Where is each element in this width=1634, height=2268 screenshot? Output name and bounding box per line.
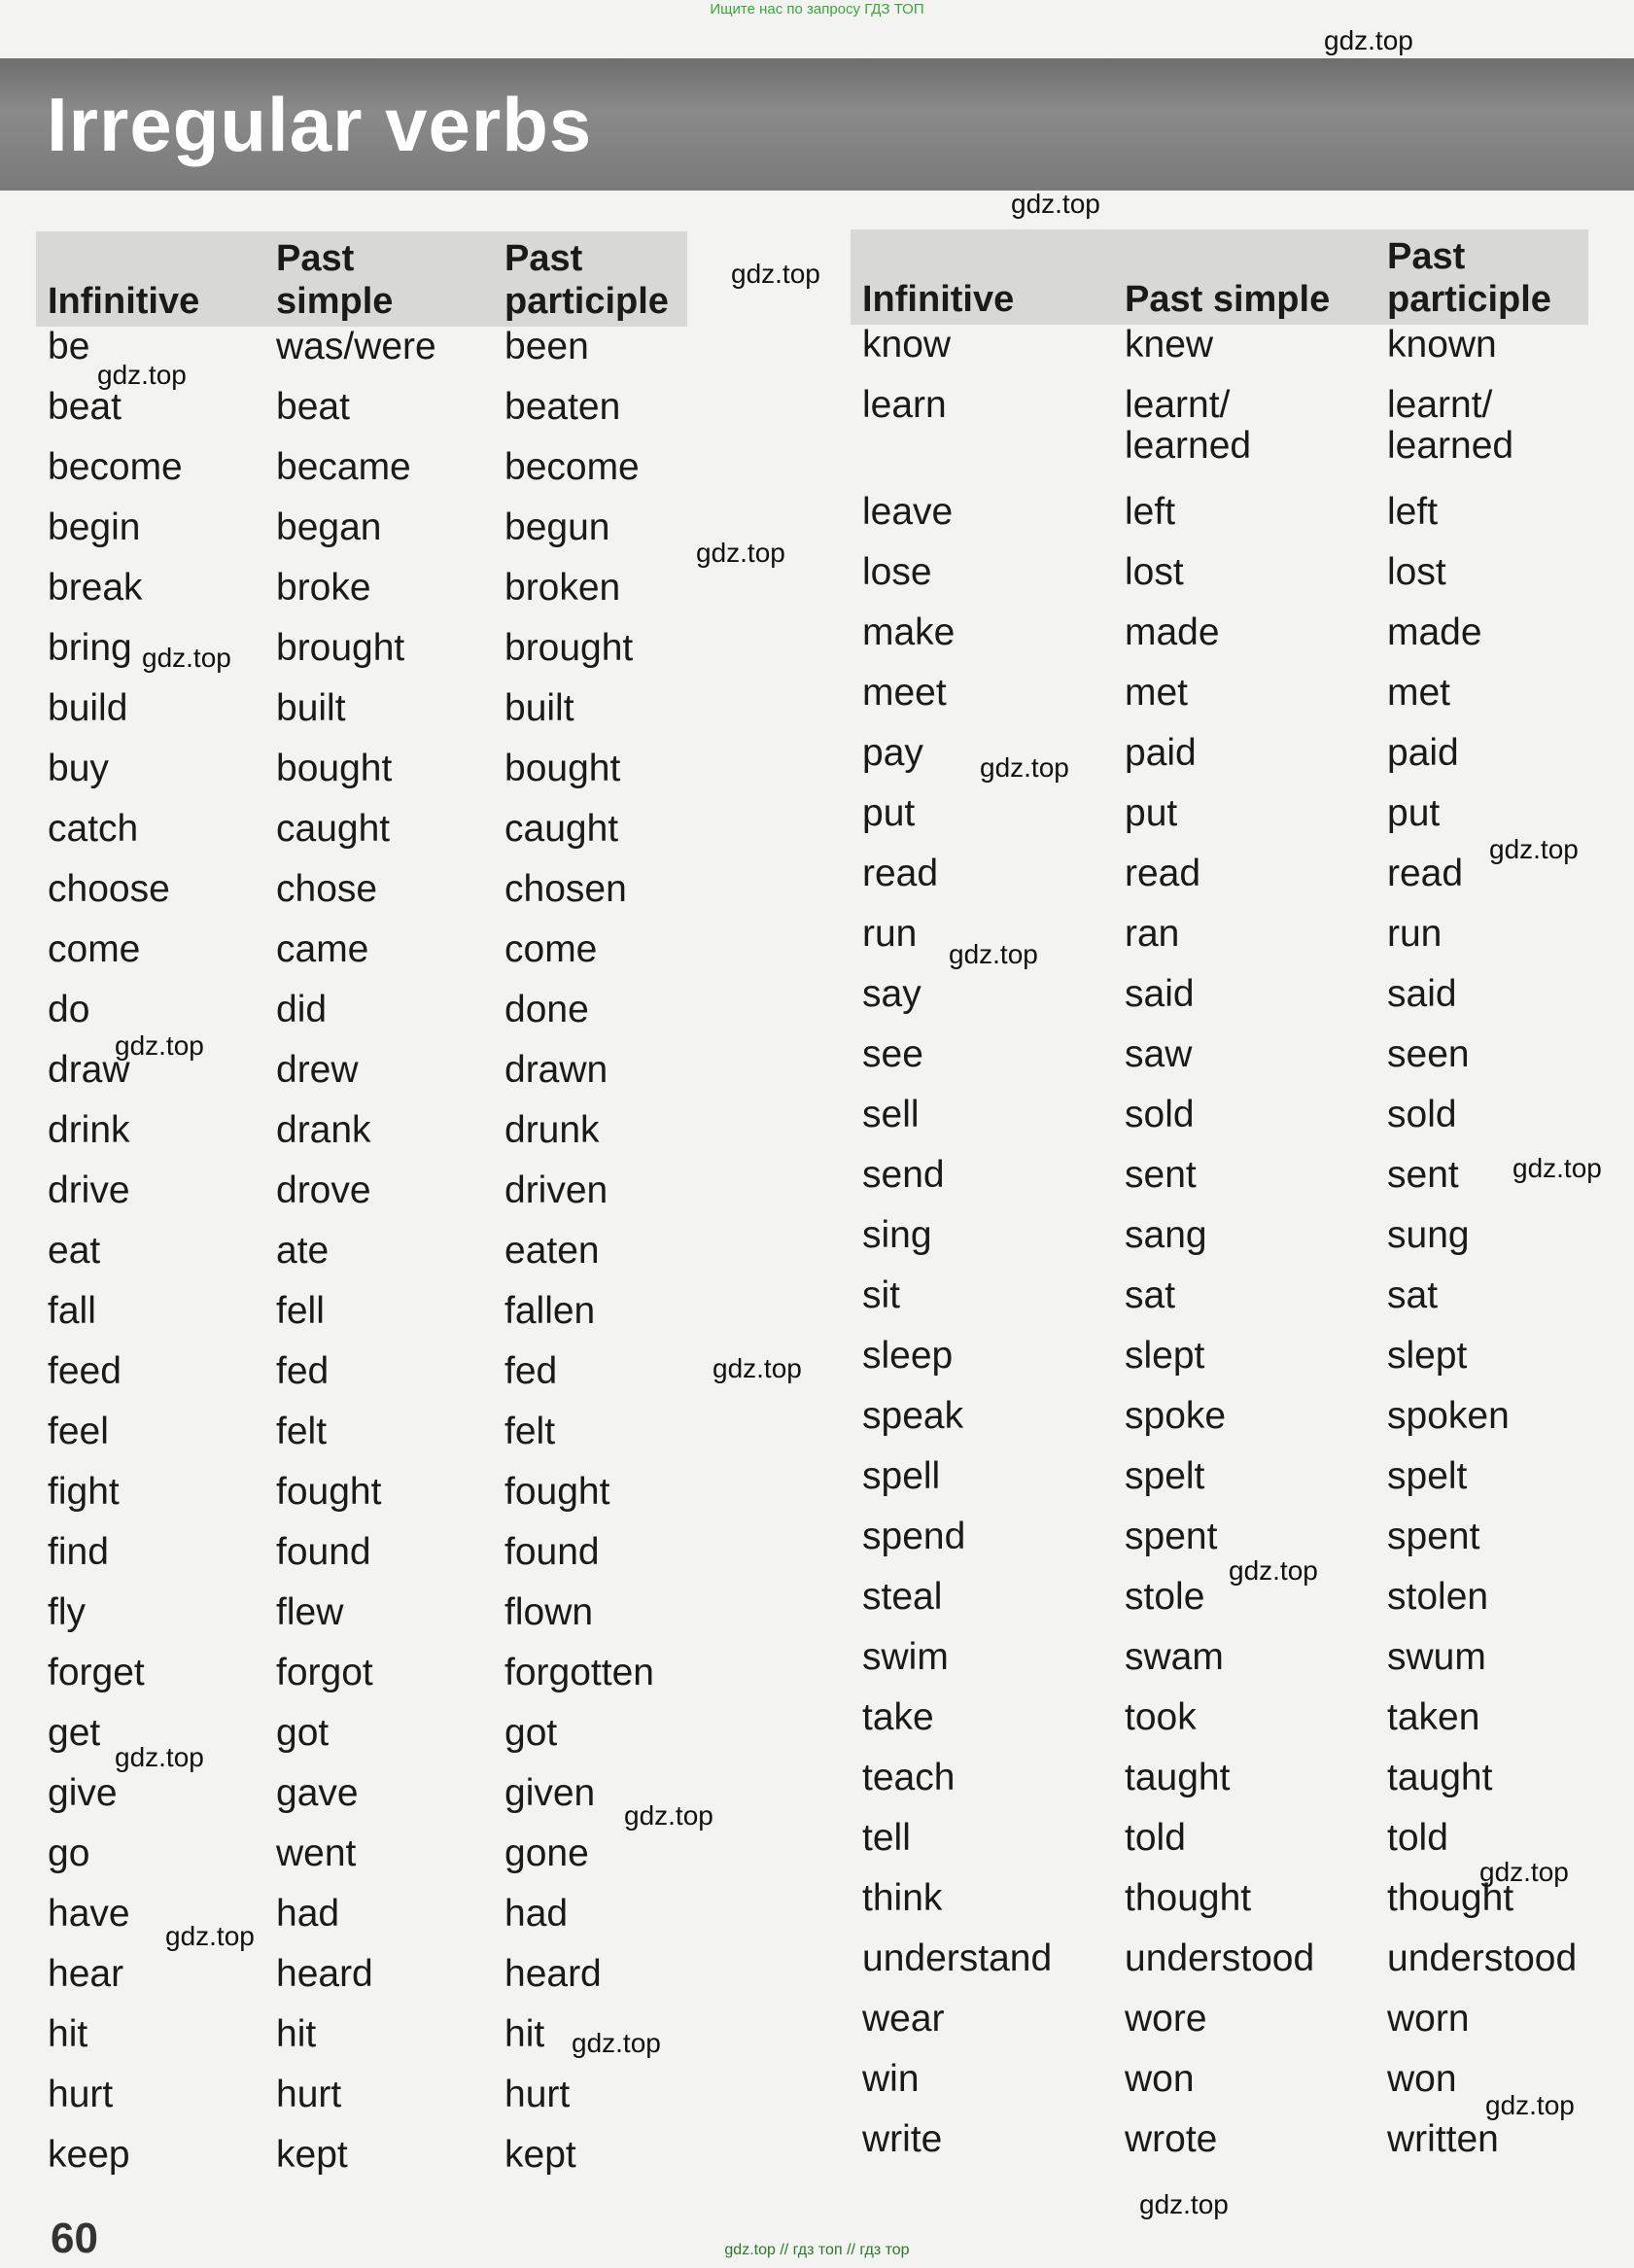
watermark: gdz.top	[1512, 1153, 1602, 1183]
title-banner	[0, 58, 1634, 191]
table-row	[36, 1351, 687, 1412]
table-row	[36, 1532, 687, 1592]
infinitive-cell: sing	[862, 1214, 932, 1256]
past-participle-cell: paid	[1387, 732, 1459, 774]
table-row	[851, 673, 1588, 733]
past-participle-cell: kept	[504, 2134, 576, 2176]
table-header-row	[36, 231, 687, 327]
infinitive-cell: drink	[48, 1109, 130, 1151]
table-row	[36, 387, 687, 447]
past-simple-cell: broke	[276, 567, 371, 609]
infinitive-cell: keep	[48, 2134, 130, 2176]
table-row	[36, 1894, 687, 1954]
infinitive-cell: swim	[862, 1636, 949, 1678]
table-row	[851, 1758, 1588, 1818]
table-row	[851, 914, 1588, 974]
infinitive-cell: run	[862, 913, 918, 955]
past-simple-cell: put	[1125, 792, 1178, 834]
table-row	[851, 854, 1588, 914]
past-participle-cell: taken	[1387, 1696, 1480, 1738]
watermark: gdz.top	[1489, 834, 1579, 864]
infinitive-cell: understand	[862, 1937, 1053, 1979]
infinitive-cell: lose	[862, 551, 932, 593]
table-row	[851, 1697, 1588, 1758]
past-participle-cell: said	[1387, 973, 1457, 1015]
table-row	[36, 1954, 687, 2014]
past-simple-cell: paid	[1125, 732, 1197, 774]
past-participle-cell: run	[1387, 913, 1443, 955]
past-simple-cell: beat	[276, 386, 350, 428]
watermark: gdz.top	[1485, 2090, 1575, 2120]
past-participle-cell: given	[504, 1772, 596, 1814]
past-simple-cell: read	[1125, 853, 1201, 894]
table-row	[851, 552, 1588, 612]
past-participle-cell: eaten	[504, 1230, 600, 1272]
infinitive-cell: sit	[862, 1274, 900, 1316]
past-participle-cell: heard	[504, 1953, 602, 1995]
past-simple-cell: chose	[276, 868, 378, 910]
past-simple-cell: thought	[1125, 1877, 1252, 1919]
infinitive-cell: say	[862, 973, 921, 1015]
infinitive-cell: see	[862, 1033, 923, 1075]
past-participle-cell: hit	[504, 2013, 545, 2055]
past-participle-cell: had	[504, 1893, 569, 1935]
table-row	[36, 1592, 687, 1653]
header-past-participle: Past participle	[1375, 229, 1588, 325]
past-simple-cell: said	[1125, 973, 1195, 1015]
past-participle-cell: made	[1387, 611, 1482, 653]
table-row	[36, 990, 687, 1050]
header-past-simple: Past simple	[264, 231, 493, 327]
past-participle-cell: put	[1387, 792, 1441, 834]
infinitive-cell: fly	[48, 1591, 86, 1633]
page-title: Irregular verbs	[47, 82, 593, 167]
past-participle-cell: drawn	[504, 1049, 608, 1091]
header-past-participle: Past participle	[493, 231, 687, 327]
table-row	[851, 1938, 1588, 1999]
table-row	[36, 2135, 687, 2195]
past-participle-cell: left	[1387, 491, 1439, 533]
past-simple-cell: built	[276, 687, 346, 729]
past-participle-cell: sent	[1387, 1154, 1459, 1196]
past-participle-cell: chosen	[504, 868, 627, 910]
past-participle-cell: seen	[1387, 1033, 1470, 1075]
header-past-simple: Past simple	[1113, 229, 1375, 325]
past-simple-cell: drove	[276, 1169, 371, 1211]
table-row	[36, 507, 687, 568]
past-simple-cell: took	[1125, 1696, 1197, 1738]
infinitive-cell: fall	[48, 1290, 96, 1332]
past-simple-cell: wrote	[1125, 2118, 1218, 2160]
past-simple-cell: lost	[1125, 551, 1184, 593]
infinitive-cell: read	[862, 853, 939, 894]
past-participle-cell: spelt	[1387, 1455, 1468, 1497]
infinitive-cell: think	[862, 1877, 943, 1919]
past-participle-cell: drunk	[504, 1109, 600, 1151]
watermark: gdz.top	[1479, 1857, 1569, 1887]
table-row	[851, 793, 1588, 854]
past-participle-cell: met	[1387, 672, 1451, 714]
infinitive-cell: feed	[48, 1350, 122, 1392]
past-simple-cell: swam	[1125, 1636, 1224, 1678]
table-row	[851, 1034, 1588, 1095]
past-participle-cell: built	[504, 687, 574, 729]
infinitive-cell: write	[862, 2118, 943, 2160]
header-infinitive: Infinitive	[36, 231, 264, 327]
infinitive-cell: drive	[48, 1169, 130, 1211]
table-row	[36, 688, 687, 749]
table-row	[36, 929, 687, 990]
past-participle-cell: spent	[1387, 1516, 1480, 1557]
watermark: gdz.top	[713, 1353, 802, 1383]
past-participle-cell: sung	[1387, 1214, 1470, 1256]
past-simple-cell: gave	[276, 1772, 359, 1814]
past-simple-cell: fed	[276, 1350, 330, 1392]
past-participle-cell: come	[504, 928, 598, 970]
table-row	[851, 492, 1588, 552]
table-row	[36, 1050, 687, 1110]
infinitive-cell: send	[862, 1154, 945, 1196]
past-participle-cell: fought	[504, 1471, 610, 1513]
past-simple-cell: slept	[1125, 1335, 1205, 1377]
infinitive-cell: choose	[48, 868, 170, 910]
past-simple-cell: ran	[1125, 913, 1180, 955]
past-simple-cell: brought	[276, 627, 405, 669]
infinitive-cell: go	[48, 1832, 90, 1874]
watermark: gdz.top	[115, 1742, 204, 1772]
past-participle-cell: spoken	[1387, 1395, 1510, 1437]
past-participle-cell: caught	[504, 808, 619, 850]
table-row	[851, 1396, 1588, 1456]
past-simple-cell: felt	[276, 1411, 328, 1452]
infinitive-cell: learn	[862, 384, 947, 426]
infinitive-cell: sell	[862, 1094, 920, 1135]
infinitive-cell: catch	[48, 808, 139, 850]
past-simple-cell: sold	[1125, 1094, 1195, 1135]
table-row	[36, 809, 687, 869]
table-row	[851, 1577, 1588, 1637]
past-participle-cell: brought	[504, 627, 634, 669]
infinitive-cell: begin	[48, 506, 141, 548]
table-row	[851, 612, 1588, 673]
past-simple-cell: fell	[276, 1290, 325, 1332]
past-simple-cell: made	[1125, 611, 1220, 653]
past-participle-cell: become	[504, 446, 640, 488]
past-participle-cell: written	[1387, 2118, 1499, 2160]
irregular-verbs-table-left	[36, 231, 687, 2195]
table-row	[36, 327, 687, 387]
infinitive-cell: spend	[862, 1516, 966, 1557]
table-row	[36, 1833, 687, 1894]
table-row	[851, 1215, 1588, 1275]
past-participle-cell: sat	[1387, 1274, 1439, 1316]
past-participle-cell: slept	[1387, 1335, 1468, 1377]
infinitive-cell: draw	[48, 1049, 130, 1091]
infinitive-cell: beat	[48, 386, 122, 428]
watermark: gdz.top	[97, 360, 187, 390]
watermark: gdz.top	[1324, 25, 1413, 55]
watermark: gdz.top	[115, 1030, 204, 1061]
past-participle-cell: done	[504, 989, 589, 1030]
infinitive-cell: win	[862, 2058, 920, 2100]
past-simple-cell: sent	[1125, 1154, 1197, 1196]
infinitive-cell: become	[48, 446, 183, 488]
table-row	[851, 974, 1588, 1034]
table-row	[851, 2119, 1588, 2180]
infinitive-cell: come	[48, 928, 141, 970]
infinitive-cell: get	[48, 1712, 101, 1754]
infinitive-cell: spell	[862, 1455, 941, 1497]
past-simple-cell: got	[276, 1712, 330, 1754]
infinitive-cell: bring	[48, 627, 132, 669]
infinitive-cell: forget	[48, 1652, 145, 1693]
past-simple-cell: kept	[276, 2134, 348, 2176]
infinitive-cell: teach	[862, 1757, 956, 1798]
watermark: gdz.top	[980, 752, 1069, 783]
watermark: gdz.top	[1139, 2189, 1229, 2219]
table-header-row	[851, 229, 1588, 325]
past-participle-cell: driven	[504, 1169, 608, 1211]
table-row	[36, 628, 687, 688]
infinitive-cell: take	[862, 1696, 934, 1738]
watermark: gdz.top	[1011, 189, 1100, 219]
infinitive-cell: find	[48, 1531, 109, 1573]
past-simple-cell: spent	[1125, 1516, 1218, 1557]
past-participle-cell: thought	[1387, 1877, 1514, 1919]
infinitive-cell: give	[48, 1772, 118, 1814]
table-row	[36, 2075, 687, 2135]
past-participle-cell: beaten	[504, 386, 621, 428]
past-simple-cell: drew	[276, 1049, 359, 1091]
infinitive-cell: do	[48, 989, 90, 1030]
watermark: gdz.top	[949, 939, 1038, 969]
past-participle-cell: understood	[1387, 1937, 1578, 1979]
past-simple-cell: taught	[1125, 1757, 1231, 1798]
table-row	[36, 1472, 687, 1532]
past-simple-cell: did	[276, 989, 328, 1030]
infinitive-cell: fight	[48, 1471, 120, 1513]
past-participle-cell: swum	[1387, 1636, 1486, 1678]
past-simple-cell: drank	[276, 1109, 371, 1151]
infinitive-cell: eat	[48, 1230, 101, 1272]
past-simple-cell: went	[276, 1832, 357, 1874]
table-row	[851, 325, 1588, 385]
infinitive-cell: put	[862, 792, 916, 834]
past-simple-cell: knew	[1125, 324, 1214, 366]
past-simple-cell: wore	[1125, 1998, 1207, 2040]
watermark: gdz.top	[1229, 1555, 1318, 1586]
table-row	[851, 1155, 1588, 1215]
past-simple-cell: hurt	[276, 2074, 342, 2115]
past-simple-cell: ate	[276, 1230, 330, 1272]
past-simple-cell: fought	[276, 1471, 382, 1513]
past-simple-cell: sang	[1125, 1214, 1207, 1256]
table-row	[851, 1456, 1588, 1517]
infinitive-cell: meet	[862, 672, 947, 714]
past-participle-cell: fallen	[504, 1290, 596, 1332]
past-simple-cell: hit	[276, 2013, 317, 2055]
table-row	[36, 568, 687, 628]
past-participle-cell: stolen	[1387, 1576, 1489, 1618]
infinitive-cell: hear	[48, 1953, 124, 1995]
past-participle-cell: won	[1387, 2058, 1457, 2100]
watermark: gdz.top	[696, 538, 785, 568]
past-simple-cell: heard	[276, 1953, 373, 1995]
past-simple-cell: stole	[1125, 1576, 1205, 1618]
past-simple-cell: began	[276, 506, 382, 548]
table-row	[36, 1412, 687, 1472]
past-simple-cell: flew	[276, 1591, 344, 1633]
top-note: Ищите нас по запросу ГДЗ ТОП	[710, 1, 924, 17]
watermark: gdz.top	[572, 2028, 661, 2058]
watermark: gdz.top	[731, 259, 820, 289]
past-simple-cell: won	[1125, 2058, 1195, 2100]
table-row	[851, 1517, 1588, 1577]
past-participle-cell: fed	[504, 1350, 558, 1392]
past-simple-cell: spelt	[1125, 1455, 1205, 1497]
past-participle-cell: taught	[1387, 1757, 1493, 1798]
table-row	[851, 1275, 1588, 1336]
infinitive-cell: hurt	[48, 2074, 114, 2115]
watermark: gdz.top	[142, 643, 231, 673]
table-row	[851, 385, 1588, 492]
past-simple-cell: learnt/ learned	[1125, 384, 1252, 467]
past-simple-cell: left	[1125, 491, 1176, 533]
past-participle-cell: told	[1387, 1817, 1448, 1859]
past-participle-cell: gone	[504, 1832, 589, 1874]
past-participle-cell: sold	[1387, 1094, 1457, 1135]
infinitive-cell: hit	[48, 2013, 88, 2055]
past-participle-cell: forgotten	[504, 1652, 654, 1693]
infinitive-cell: leave	[862, 491, 954, 533]
past-simple-cell: bought	[276, 748, 393, 789]
infinitive-cell: make	[862, 611, 956, 653]
table-row	[36, 1653, 687, 1713]
table-row	[36, 749, 687, 809]
infinitive-cell: have	[48, 1893, 130, 1935]
footer-note: gdz.top // гдз топ // гдз тор	[724, 2242, 910, 2258]
table-row	[851, 2059, 1588, 2119]
header-infinitive: Infinitive	[851, 229, 1113, 325]
table-row	[36, 869, 687, 929]
past-participle-cell: flown	[504, 1591, 594, 1633]
infinitive-cell: tell	[862, 1817, 911, 1859]
past-simple-cell: came	[276, 928, 369, 970]
infinitive-cell: be	[48, 326, 90, 367]
past-participle-cell: read	[1387, 853, 1464, 894]
infinitive-cell: pay	[862, 732, 923, 774]
past-participle-cell: hurt	[504, 2074, 571, 2115]
past-participle-cell: been	[504, 326, 589, 367]
past-simple-cell: forgot	[276, 1652, 373, 1693]
infinitive-cell: feel	[48, 1411, 109, 1452]
past-simple-cell: met	[1125, 672, 1189, 714]
past-simple-cell: sat	[1125, 1274, 1176, 1316]
infinitive-cell: buy	[48, 748, 109, 789]
past-simple-cell: became	[276, 446, 411, 488]
past-participle-cell: begun	[504, 506, 610, 548]
infinitive-cell: speak	[862, 1395, 964, 1437]
infinitive-cell: steal	[862, 1576, 943, 1618]
table-row	[851, 1818, 1588, 1878]
table-row	[36, 1773, 687, 1833]
table-row	[851, 1637, 1588, 1697]
past-simple-cell: saw	[1125, 1033, 1193, 1075]
table-row	[851, 1336, 1588, 1396]
past-participle-cell: worn	[1387, 1998, 1470, 2040]
table-row	[851, 1878, 1588, 1938]
past-simple-cell: had	[276, 1893, 340, 1935]
table-row	[851, 1999, 1588, 2059]
infinitive-cell: sleep	[862, 1335, 954, 1377]
past-participle-cell: felt	[504, 1411, 556, 1452]
page-number: 60	[51, 2215, 98, 2262]
irregular-verbs-table-right	[851, 229, 1588, 2180]
past-participle-cell: lost	[1387, 551, 1446, 593]
watermark: gdz.top	[165, 1921, 255, 1951]
table-row	[36, 1291, 687, 1351]
table-row	[36, 2014, 687, 2075]
table-row	[36, 1170, 687, 1231]
past-participle-cell: found	[504, 1531, 600, 1573]
table-row	[36, 447, 687, 507]
table-row	[36, 1713, 687, 1773]
table-row	[851, 733, 1588, 793]
past-participle-cell: got	[504, 1712, 558, 1754]
past-simple-cell: understood	[1125, 1937, 1315, 1979]
past-simple-cell: spoke	[1125, 1395, 1227, 1437]
past-simple-cell: caught	[276, 808, 391, 850]
infinitive-cell: break	[48, 567, 143, 609]
infinitive-cell: know	[862, 324, 952, 366]
past-simple-cell: told	[1125, 1817, 1186, 1859]
table-row	[36, 1110, 687, 1170]
past-participle-cell: bought	[504, 748, 621, 789]
past-participle-cell: known	[1387, 324, 1497, 366]
past-simple-cell: found	[276, 1531, 371, 1573]
past-participle-cell: broken	[504, 567, 621, 609]
infinitive-cell: wear	[862, 1998, 945, 2040]
infinitive-cell: build	[48, 687, 128, 729]
table-row	[851, 1095, 1588, 1155]
table-row	[36, 1231, 687, 1291]
past-simple-cell: was/were	[276, 326, 436, 367]
past-participle-cell: learnt/ learned	[1387, 384, 1514, 467]
watermark: gdz.top	[624, 1800, 713, 1831]
